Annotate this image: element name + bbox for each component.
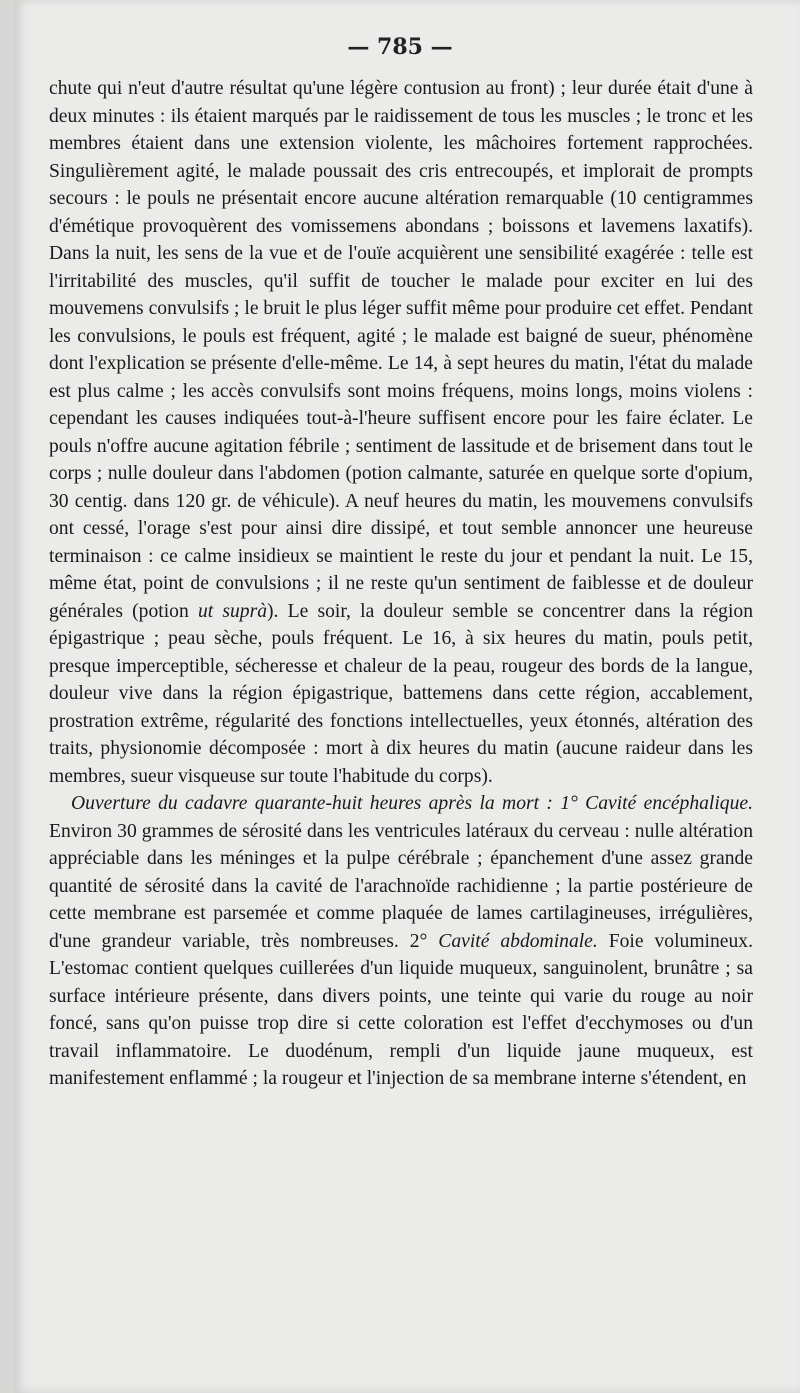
italic-phrase: ut suprà bbox=[197, 600, 267, 622]
section-heading-italic: Cavité abdominale. bbox=[438, 930, 598, 952]
paragraph-text-continued: ). Le soir, la douleur semble se concentrer dans la région épigastrique ; peau sèche, pouls fréquent. Le 16, à six heures du matin, pouls petit, presque imperceptible, sécheresse et chaleur de la peau, rougeur des bords de la langue, douleur vive dans la région épigastrique, battemens dans cette région, accablement, prostration extrême, régularité des fonctions intellectuelles, yeux étonnés, altération des traits, physionomie décomposée : mort à dix heures du matin (aucune raideur dans les membres, sueur visqueuse sur toute l'habitude du corps). bbox=[49, 600, 753, 787]
paragraph-text: chute qui n'eut d'autre résultat qu'une légère contusion au front) ; leur durée était d'une à deux minutes : ils étaient marqués par le raidissement de tous les muscles ; le tronc et les membres étaient dans une extension violente, les mâchoires fortement rapprochées. Singulièrement agité, le malade poussait des cris entrecoupés, et implorait de prompts secours : le pouls ne présentait encore aucune altération remarquable (10 centigrammes d'émétique provoquèrent des vomissemens abondans ; boissons et lavemens laxatifs). Dans la nuit, les sens de la vue et de l'ouïe acquièrent une sensibilité exagérée : telle est l'irritabilité des muscles, qu'il suffit de toucher le malade pour exciter en lui des mouvemens convulsifs ; le bruit le plus léger suffit même pour produire cet effet. Pendant les convulsions, le pouls est fréquent, agité ; le malade est baigné de sueur, phénomène dont l'explication se présente d'elle-même. Le 14, à sept heures du matin, l'état du malade est plus calme ; les accès convulsifs sont moins fréquens, moins longs, moins violens : cependant les causes indiquées tout-à-l'heure suffisent encore pour les faire éclater. Le pouls n'offre aucune agitation fébrile ; sentiment de lassitude et de brisement dans tout le corps ; nulle douleur dans l'abdomen (potion calmante, saturée en quelque sorte d'opium, 30 centig. dans 120 gr. de véhicule). A neuf heures du matin, les mouvemens convulsifs ont cessé, l'orage s'est pour ainsi dire dissipé, et tout semble annoncer une heureuse terminaison : ce calme insidieux se maintient le reste du jour et pendant la nuit. Le 15, même état, point de convulsions ; il ne reste qu'un sentiment de faiblesse et de douleur générales (potion bbox=[49, 78, 753, 622]
paragraph-text-continued: Foie volumineux. L'estomac contient quelques cuillerées d'un liquide muqueux, sanguinolent, brunâtre ; sa surface intérieure présente, dans divers points, une teinte qui varie du rouge au noir foncé, sans qu'on puisse trop dire si cette coloration est l'effet d'ecchymoses ou d'un travail inflammatoire. Le duodénum, rempli d'un liquide jaune muqueux, est manifestement enflammé ; la rougeur et l'injection de sa membrane interne s'étendent, en bbox=[49, 930, 753, 1089]
paragraph-autopsy bbox=[49, 790, 753, 1093]
paragraph-case-history bbox=[49, 75, 753, 790]
section-heading-italic: Ouverture du cadavre quarante-huit heures après la mort : 1° Cavité encéphalique. bbox=[71, 793, 753, 814]
page-number: — 785 — bbox=[347, 34, 453, 60]
page-body bbox=[49, 75, 753, 1093]
paragraph-text: Environ 30 grammes de sérosité dans les ventricules latéraux du cerveau : nulle altération appréciable dans les méninges et la pulpe cérébrale ; épanchement d'une assez grande quantité de sérosité dans la cavité de l'arachnoïde rachidienne ; la partie postérieure de cette membrane est parsemée et comme plaquée de lames cartilagineuses, irrégulières, d'une grandeur variable, très nombreuses. 2° bbox=[49, 820, 753, 952]
